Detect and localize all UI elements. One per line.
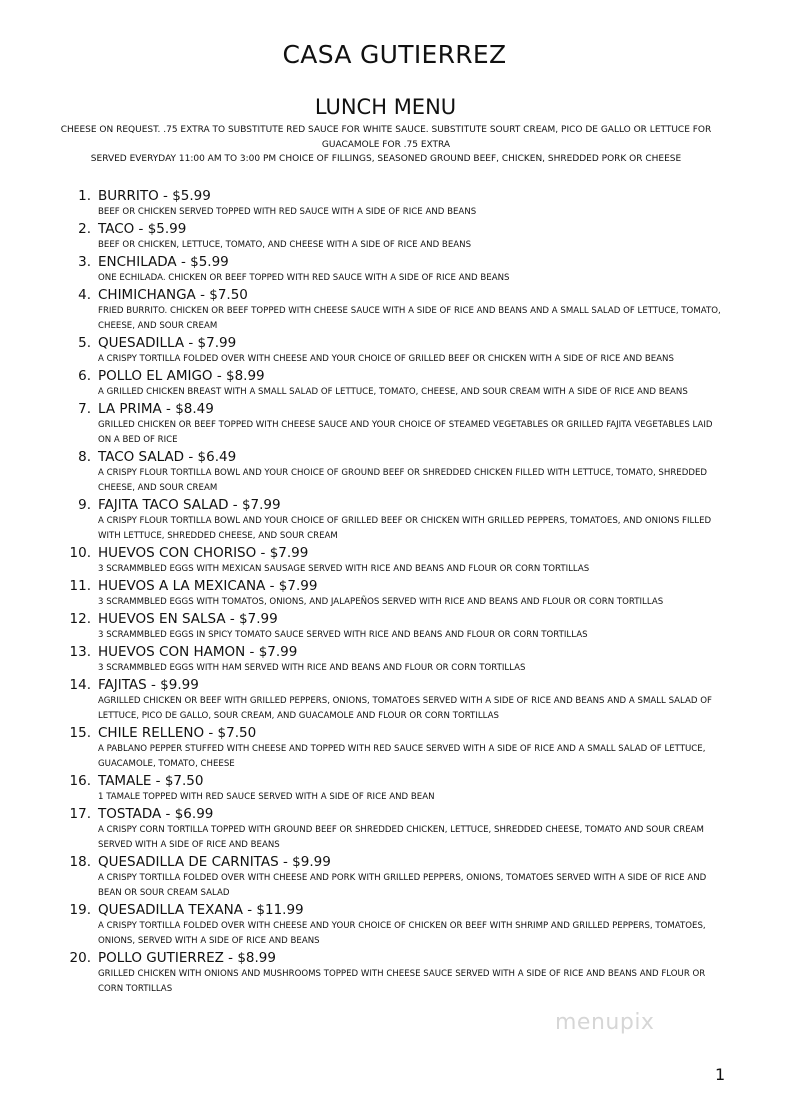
menu-item <box>58 367 730 400</box>
menu-item-name-price: CHIMICHANGA - $7.50 <box>98 287 248 303</box>
menu-item-name-price: POLLO GUTIERREZ - $8.99 <box>98 950 276 966</box>
menu-item-number: 6. <box>78 368 91 384</box>
menu-item-description: AGRILLED CHICKEN OR BEEF WITH GRILLED PEPPERS, ONIONS, TOMATOES SERVED WITH A SIDE OF RICE AND BEANS AND A SMALL SALAD OF LETTUCE, PICO DE GALLO, SOUR CREAM, AND GUACAMOLE AND FLOUR OR CORN TORTILLAS <box>98 696 712 721</box>
menu-item-description: BEEF OR CHICKEN SERVED TOPPED WITH RED SAUCE WITH A SIDE OF RICE AND BEANS <box>98 207 477 217</box>
menu-item <box>58 334 730 367</box>
menu-item-name-price: QUESADILLA - $7.99 <box>98 335 237 351</box>
menu-item-number: 19. <box>69 902 91 918</box>
menu-item <box>58 448 730 496</box>
menu-item-name-price: BURRITO - $5.99 <box>98 188 211 204</box>
menu-item-number: 1. <box>78 188 91 204</box>
menu-item-number: 17. <box>69 806 91 822</box>
menu-item-name-price: HUEVOS CON HAMON - $7.99 <box>98 644 298 660</box>
menu-item-name-price: POLLO EL AMIGO - $8.99 <box>98 368 265 384</box>
menu-item-description: 3 SCRAMMBLED EGGS IN SPICY TOMATO SAUCE SERVED WITH RICE AND BEANS AND FLOUR OR CORN TORTILLAS <box>98 630 588 640</box>
page-number: 1 <box>715 1065 726 1084</box>
menu-item <box>58 772 730 805</box>
menu-item <box>58 220 730 253</box>
menu-item <box>58 610 730 643</box>
menu-item-number: 5. <box>78 335 91 351</box>
menu-title: LUNCH MENU <box>314 95 457 119</box>
menu-item <box>58 901 730 949</box>
restaurant-name: CASA GUTIERREZ <box>282 40 507 69</box>
menu-item <box>58 400 730 448</box>
menu-item-name-price: HUEVOS CON CHORISO - $7.99 <box>98 545 309 561</box>
menu-item <box>58 496 730 544</box>
menu-item-name-price: FAJITAS - $9.99 <box>98 677 199 693</box>
menu-item-number: 12. <box>69 611 91 627</box>
menu-item-description: ONE ECHILADA. CHICKEN OR BEEF TOPPED WITH RED SAUCE WITH A SIDE OF RICE AND BEANS <box>98 273 510 283</box>
menu-item-description: BEEF OR CHICKEN, LETTUCE, TOMATO, AND CHEESE WITH A SIDE OF RICE AND BEANS <box>98 240 472 250</box>
menu-item-name-price: TACO - $5.99 <box>98 221 187 237</box>
menu-item-description: A PABLANO PEPPER STUFFED WITH CHEESE AND TOPPED WITH RED SAUCE SERVED WITH A SIDE OF RICE AND A SMALL SALAD OF LETTUCE, GUACAMOLE, TOMATO, CHEESE <box>98 744 706 769</box>
menu-item-number: 13. <box>69 644 91 660</box>
menu-item-name-price: QUESADILLA DE CARNITAS - $9.99 <box>98 854 331 870</box>
menu-item-description: A GRILLED CHICKEN BREAST WITH A SMALL SALAD OF LETTUCE, TOMATO, CHEESE, AND SOUR CREAM WITH A SIDE OF RICE AND BEANS <box>98 387 688 397</box>
menu-item-description: A CRISPY CORN TORTILLA TOPPED WITH GROUND BEEF OR SHREDDED CHICKEN, LETTUCE, SHREDDED CHEESE, TOMATO AND SOUR CREAM SERVED WITH A SIDE OF RICE AND BEANS <box>98 825 704 850</box>
menu-item-number: 3. <box>78 254 91 270</box>
menu-item-description: GRILLED CHICKEN WITH ONIONS AND MUSHROOMS TOPPED WITH CHEESE SAUCE SERVED WITH A SIDE OF RICE AND BEANS AND FLOUR OR CORN TORTILLAS <box>98 969 706 994</box>
menu-item-description: 3 SCRAMMBLED EGGS WITH MEXICAN SAUSAGE SERVED WITH RICE AND BEANS AND FLOUR OR CORN TORTILLAS <box>98 564 590 574</box>
menu-item-number: 10. <box>69 545 91 561</box>
menu-item-number: 15. <box>69 725 91 741</box>
menu-item <box>58 949 730 997</box>
menu-item-number: 2. <box>78 221 91 237</box>
menu-item-number: 8. <box>78 449 91 465</box>
menu-item-name-price: FAJITA TACO SALAD - $7.99 <box>98 497 281 513</box>
menu-item-number: 18. <box>69 854 91 870</box>
menu-notes <box>38 123 734 167</box>
menu-item <box>58 577 730 610</box>
menu-item <box>58 643 730 676</box>
menu-item-name-price: HUEVOS A LA MEXICANA - $7.99 <box>98 578 318 594</box>
menu-item <box>58 853 730 901</box>
menu-item <box>58 805 730 853</box>
menu-item-description: 1 TAMALE TOPPED WITH RED SAUCE SERVED WITH A SIDE OF RICE AND BEAN <box>98 792 435 802</box>
menu-item-number: 14. <box>69 677 91 693</box>
menu-item-number: 16. <box>69 773 91 789</box>
menu-item-name-price: QUESADILLA TEXANA - $11.99 <box>98 902 304 918</box>
menu-item-name-price: CHILE RELLENO - $7.50 <box>98 725 257 741</box>
menu-item-description: A CRISPY FLOUR TORTILLA BOWL AND YOUR CHOICE OF GRILLED BEEF OR CHICKEN WITH GRILLED PEPPERS, TOMATOES, AND ONIONS FILLED WITH LETTUCE, SHREDDED CHEESE, AND SOUR CREAM <box>98 516 712 541</box>
menu-item-number: 20. <box>69 950 91 966</box>
menu-item <box>58 253 730 286</box>
menu-item-name-price: TACO SALAD - $6.49 <box>98 449 237 465</box>
notes-line-1: CHEESE ON REQUEST. .75 EXTRA TO SUBSTITUTE RED SAUCE FOR WHITE SAUCE. SUBSTITUTE SOURT CREAM, PICO DE GALLO OR LETTUCE FOR GUACAMOLE FOR .75 EXTRA <box>60 125 712 150</box>
menu-item <box>58 187 730 220</box>
menu-item-description: FRIED BURRITO. CHICKEN OR BEEF TOPPED WITH CHEESE SAUCE WITH A SIDE OF RICE AND BEANS AND A SMALL SALAD OF LETTUCE, TOMATO, CHEESE, AND SOUR CREAM <box>98 306 721 331</box>
menu-item-number: 4. <box>78 287 91 303</box>
menu-item-description: A CRISPY FLOUR TORTILLA BOWL AND YOUR CHOICE OF GROUND BEEF OR SHREDDED CHICKEN FILLED WITH LETTUCE, TOMATO, SHREDDED CHEESE, AND SOUR CREAM <box>98 468 708 493</box>
menu-item <box>58 676 730 724</box>
menu-item <box>58 544 730 577</box>
watermark-logo: menupix <box>555 1010 655 1035</box>
menu-item-description: 3 SCRAMMBLED EGGS WITH TOMATOS, ONIONS, AND JALAPEÑOS SERVED WITH RICE AND BEANS AND FLOUR OR CORN TORTILLAS <box>98 597 664 607</box>
menu-item-name-price: ENCHILADA - $5.99 <box>98 254 229 270</box>
menu-item-description: A CRISPY TORTILLA FOLDED OVER WITH CHEESE AND YOUR CHOICE OF GRILLED BEEF OR CHICKEN WITH A SIDE OF RICE AND BEANS <box>98 354 674 364</box>
menu-item-name-price: HUEVOS EN SALSA - $7.99 <box>98 611 278 627</box>
menu-item <box>58 286 730 334</box>
menu-item-name-price: TOSTADA - $6.99 <box>98 806 214 822</box>
menu-item-name-price: LA PRIMA - $8.49 <box>98 401 214 417</box>
menu-item <box>58 724 730 772</box>
menu-item-description: A CRISPY TORTILLA FOLDED OVER WITH CHEESE AND PORK WITH GRILLED PEPPERS, ONIONS, TOMATOES SERVED WITH A SIDE OF RICE AND BEAN OR SOUR CREAM SALAD <box>98 873 707 898</box>
menu-item-number: 7. <box>78 401 91 417</box>
menu-item-description: 3 SCRAMMBLED EGGS WITH HAM SERVED WITH RICE AND BEANS AND FLOUR OR CORN TORTILLAS <box>98 663 526 673</box>
menu-item-description: A CRISPY TORTILLA FOLDED OVER WITH CHEESE AND YOUR CHOICE OF CHICKEN OR BEEF WITH SHRIMP AND GRILLED PEPPERS, TOMATOES, ONIONS, SERVED WITH A SIDE OF RICE AND BEANS <box>98 921 706 946</box>
menu-item-list <box>58 187 730 997</box>
menu-item-name-price: TAMALE - $7.50 <box>98 773 204 789</box>
menu-item-description: GRILLED CHICKEN OR BEEF TOPPED WITH CHEESE SAUCE AND YOUR CHOICE OF STEAMED VEGETABLES OR GRILLED FAJITA VEGETABLES LAID ON A BED OF RICE <box>98 420 713 445</box>
menu-item-number: 11. <box>69 578 91 594</box>
notes-line-2: SERVED EVERYDAY 11:00 AM TO 3:00 PM CHOICE OF FILLINGS, SEASONED GROUND BEEF, CHICKEN, SHREDDED PORK OR CHEESE <box>90 154 682 164</box>
menu-item-number: 9. <box>78 497 91 513</box>
